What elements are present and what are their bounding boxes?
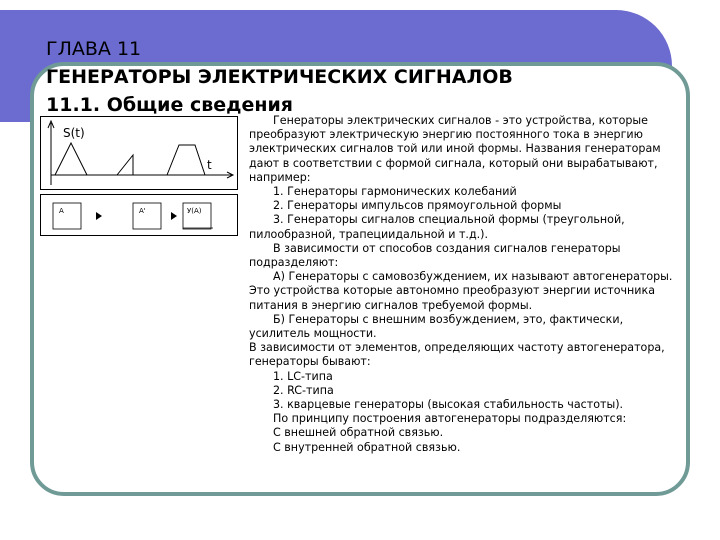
- paragraph: А) Генераторы с самовозбуждением, их называют автогенераторы. Это устройства которые автономно преобразуют энергии источника питания в энергию сигналов требуемой формы.: [249, 270, 673, 312]
- block-a-label: А: [59, 207, 64, 215]
- list-item: С внешней обратной связью.: [273, 426, 444, 440]
- page-title: ГЕНЕРАТОРЫ ЭЛЕКТРИЧЕСКИХ СИГНАЛОВ: [46, 66, 513, 88]
- arrow-2-icon: [171, 212, 177, 220]
- signal-axis-label: S(t): [63, 126, 85, 140]
- chapter-label: ГЛАВА 11: [46, 38, 142, 60]
- block-diagram-figure: [40, 194, 238, 236]
- body-text: [249, 114, 679, 455]
- sawtooth-waveform: [117, 155, 133, 175]
- section-title: 11.1. Общие сведения: [46, 94, 293, 116]
- paragraph: В зависимости от способов создания сигналов генераторы подразделяют:: [249, 241, 621, 270]
- triangle-waveform: [55, 143, 87, 175]
- arrow-1-icon: [96, 212, 102, 220]
- list-item: 2. RC-типа: [273, 383, 334, 397]
- list-item: 3. Генераторы сигналов специальной формы (треугольной, пилообразной, трапециидальной и т.д.).: [249, 213, 625, 241]
- trapezoid-waveform: [167, 145, 205, 175]
- list-item: 1. Генераторы гармонических колебаний: [273, 185, 517, 199]
- paragraph: В зависимости от элементов, определяющих частоту автогенератора, генераторы бывают:: [249, 341, 665, 369]
- list-item: 3. кварцевые генераторы (высокая стабильность частоты).: [273, 398, 624, 412]
- list-item: 2. Генераторы импульсов прямоугольной формы: [273, 199, 562, 213]
- list-item: 1. LC-типа: [273, 369, 333, 383]
- block-a-prime-label: А': [139, 207, 146, 215]
- block-y-label: У(А): [187, 207, 202, 215]
- intro-paragraph: Генераторы электрических сигналов - это устройства, которые преобразуют электрическую энергию постоянного тока в энергию электрических сигналов той или иной формы. Названия генераторам дают в соответствии с формой сигнала, который они вырабатывают, например:: [249, 114, 661, 184]
- block-a: [53, 203, 81, 229]
- signal-waveforms-figure: [40, 116, 238, 190]
- paragraph: Б) Генераторы с внешним возбуждением, это, фактически, усилитель мощности.: [249, 312, 624, 341]
- block-a-prime: [133, 203, 161, 229]
- paragraph: По принципу построения автогенераторы подразделяются:: [273, 412, 627, 426]
- time-axis-label: t: [207, 158, 212, 172]
- list-item: С внутренней обратной связью.: [273, 440, 461, 454]
